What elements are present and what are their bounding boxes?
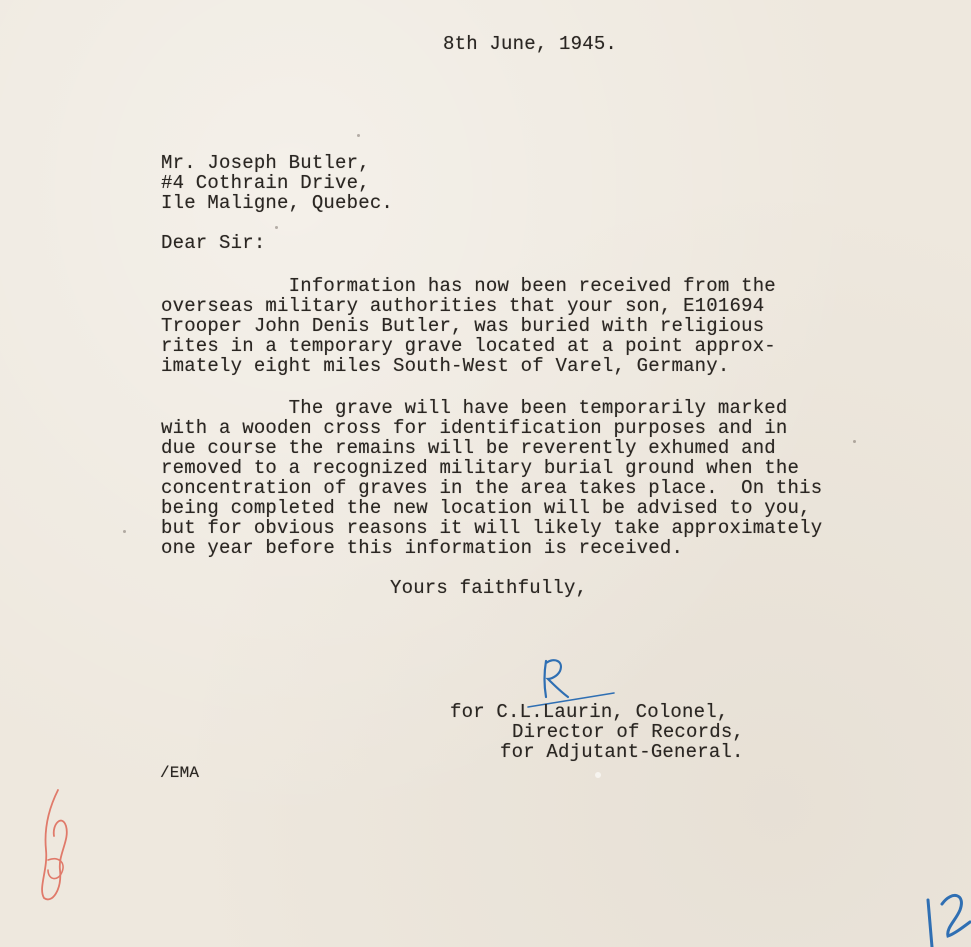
signature-line-signer: for C.L.Laurin, Colonel, [450,701,729,723]
paragraph-line: one year before this information is received. [161,537,684,559]
signature-block [450,702,744,762]
paragraph-line: with a wooden cross for identification purposes and in [161,417,788,439]
paper-speck [357,134,360,137]
signature-line-office: for Adjutant-General. [500,741,744,763]
paragraph-line: The grave will have been temporarily marked [161,397,788,419]
paragraph-line: concentration of graves in the area takes place. On this [161,477,823,499]
address-line-street: #4 Cothrain Drive, [161,172,370,194]
paper-speck [275,226,278,229]
red-pencil-margin-mark [18,770,88,910]
paragraph-line: removed to a recognized military burial ground when the [161,457,800,479]
paragraph-notification [161,276,776,376]
salutation: Dear Sir: [161,232,266,254]
signature-line-title: Director of Records, [512,721,745,743]
paragraph-line: but for obvious reasons it will likely take approximately [161,517,823,539]
paragraph-line: Trooper John Denis Butler, was buried with religious [161,315,765,337]
paper-speck [853,440,856,443]
recipient-address [161,153,393,213]
closing: Yours faithfully, [390,577,588,599]
paragraph-line: overseas military authorities that your son, E101694 [161,295,765,317]
letter-date: 8th June, 1945. [443,33,618,55]
paragraph-line: imately eight miles South-West of Varel, Germany. [161,355,730,377]
paragraph-grave-details [161,398,822,558]
paragraph-line: being completed the new location will be advised to you, [161,497,811,519]
paragraph-line: due course the remains will be reverently exhumed and [161,437,776,459]
address-line-city: Ile Maligne, Quebec. [161,192,394,214]
paper-speck [123,530,126,533]
address-line-name: Mr. Joseph Butler, [161,152,370,174]
paragraph-line: rites in a temporary grave located at a point approx- [161,335,776,357]
paragraph-line: Information has now been received from the [161,275,776,297]
paper-speck [595,772,601,778]
blue-pen-corner-mark [908,870,971,947]
typist-initials: /EMA [160,764,200,782]
